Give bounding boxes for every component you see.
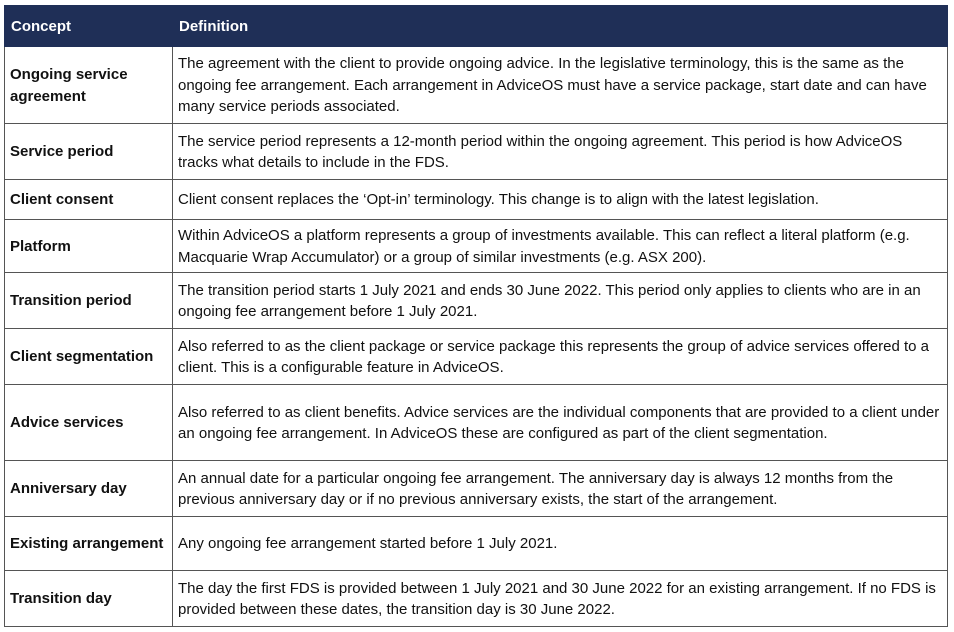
table-row xyxy=(5,385,948,461)
concept-cell: Platform xyxy=(5,220,173,273)
definition-cell: Also referred to as the client package or service package this represents the group of advice services offered to a client. This is a configurable feature in AdviceOS. xyxy=(173,329,948,385)
header-concept: Concept xyxy=(5,6,173,47)
header-definition: Definition xyxy=(173,6,948,47)
definition-cell: An annual date for a particular ongoing fee arrangement. The anniversary day is always 12 months from the previous anniversary day or if no previous anniversary exists, the start of the arrangement. xyxy=(173,461,948,517)
concept-cell: Ongoing service agreement xyxy=(5,47,173,124)
table-row xyxy=(5,273,948,329)
table-row xyxy=(5,571,948,627)
table-row xyxy=(5,517,948,571)
table-row xyxy=(5,47,948,124)
concept-cell: Transition day xyxy=(5,571,173,627)
table-row xyxy=(5,329,948,385)
concept-cell: Anniversary day xyxy=(5,461,173,517)
table-body xyxy=(5,47,948,627)
definition-cell: The service period represents a 12-month period within the ongoing agreement. This period is how AdviceOS tracks what details to include in the FDS. xyxy=(173,124,948,180)
table-row xyxy=(5,180,948,220)
table-row xyxy=(5,124,948,180)
definition-cell: The day the first FDS is provided between 1 July 2021 and 30 June 2022 for an existing arrangement. If no FDS is provided between these dates, the transition day is 30 June 2022. xyxy=(173,571,948,627)
concept-cell: Advice services xyxy=(5,385,173,461)
definition-cell: The agreement with the client to provide ongoing advice. In the legislative terminology, this is the same as the ongoing fee arrangement. Each arrangement in AdviceOS must have a service package, start date and can have many service periods associated. xyxy=(173,47,948,124)
table-row xyxy=(5,220,948,273)
definition-cell: Client consent replaces the ‘Opt-in’ terminology. This change is to align with the latest legislation. xyxy=(173,180,948,220)
header-row xyxy=(5,6,948,47)
table-row xyxy=(5,461,948,517)
definition-cell: Any ongoing fee arrangement started before 1 July 2021. xyxy=(173,517,948,571)
concept-cell: Client segmentation xyxy=(5,329,173,385)
definition-cell: The transition period starts 1 July 2021 and ends 30 June 2022. This period only applies to clients who are in an ongoing fee arrangement before 1 July 2021. xyxy=(173,273,948,329)
concept-cell: Existing arrangement xyxy=(5,517,173,571)
concept-cell: Client consent xyxy=(5,180,173,220)
definition-cell: Within AdviceOS a platform represents a group of investments available. This can reflect a literal platform (e.g. Macquarie Wrap Accumulator) or a group of similar investments (e.g. ASX 200). xyxy=(173,220,948,273)
table-header xyxy=(5,6,948,47)
concept-cell: Transition period xyxy=(5,273,173,329)
concept-cell: Service period xyxy=(5,124,173,180)
concept-definition-table xyxy=(4,5,948,627)
definition-cell: Also referred to as client benefits. Advice services are the individual components that are provided to a client under an ongoing fee arrangement. In AdviceOS these are configured as part of the client segmentation. xyxy=(173,385,948,461)
